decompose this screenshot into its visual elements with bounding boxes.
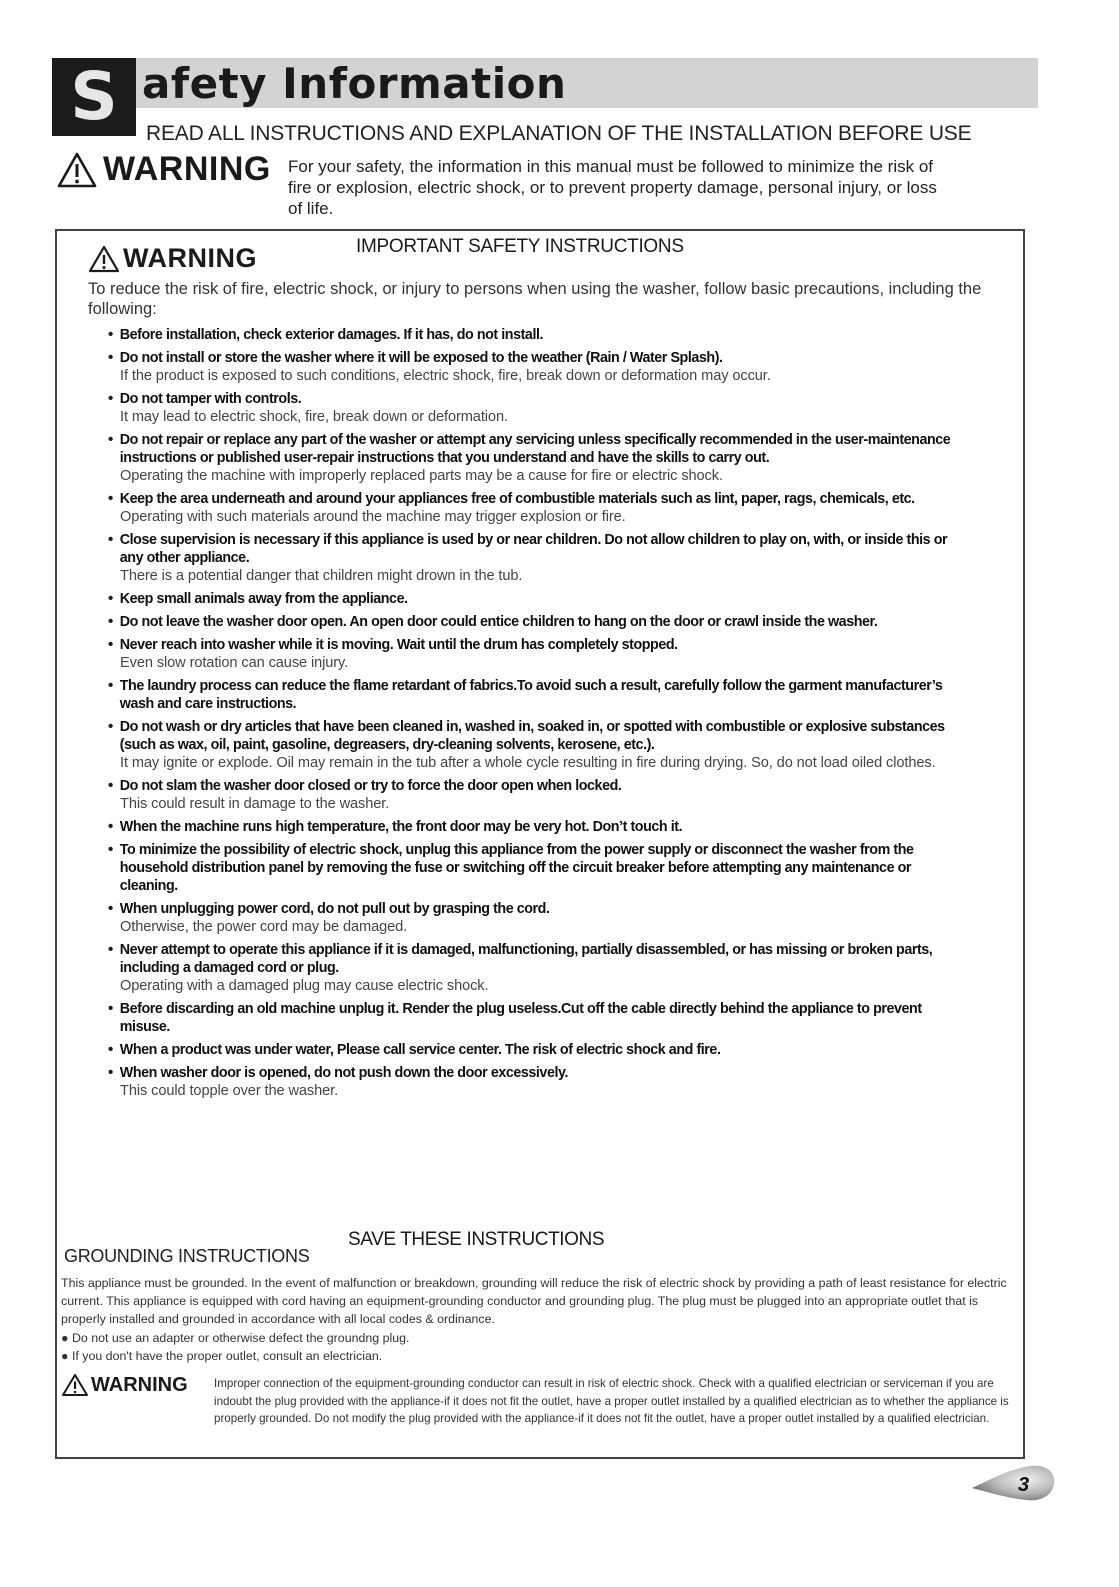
safety-item [108,390,988,426]
grounding-bullet-text: Do not use an adapter or otherwise defect the groundng plug. [71,1330,410,1345]
safety-item-heading: When a product was under water, Please call service center. The risk of electric shock and fire. [119,1042,721,1058]
safety-item [108,590,988,608]
bullet-dot: • [108,777,114,794]
bullet-dot: • [108,390,114,407]
safety-item-heading: Close supervision is necessary if this appliance is used by or near children. Do not allow children to play on, with, or inside this or any other appliance. [119,532,948,566]
safety-item [108,490,988,526]
bullet-dot: • [108,613,114,630]
bullet-dot: • [108,677,114,694]
safety-item-heading: Keep the area underneath and around your appliances free of combustible materials such as lint, paper, rags, chemicals, etc. [119,491,915,507]
safety-item [108,431,988,485]
save-instructions-heading: SAVE THESE INSTRUCTIONS [348,1229,605,1250]
safety-item-heading: Do not leave the washer door open. An open door could entice children to hang on the door or crawl inside the washer. [119,614,878,630]
safety-item [108,349,988,385]
safety-item-heading: Keep small animals away from the appliance. [119,591,408,607]
grounding-warning-text: Improper connection of the equipment-grounding conductor can result in risk of electric shock. Check with a qualified electrician or serviceman if you are indoubt the plug provided with the appliance-if it does not fit the outlet, have a proper outlet installed by a qualified electrician as to whether the appliance is properly grounded. Do not modify the plug provided with the appliance-if it does not fit the outlet, have a proper outlet installed by a qualified electrician. [214,1377,1009,1425]
safety-item [108,718,988,772]
safety-item-heading: To minimize the possibility of electric shock, unplug this appliance from the power supply or disconnect the washer from the household distribution panel by removing the fuse or switching off the circuit breaker before attempting any maintenance or cleaning. [119,842,914,894]
intro-text: To reduce the risk of fire, electric shock, or injury to persons when using the washer, follow basic precautions, including the following: [88,280,982,318]
bullet-dot: • [108,531,114,548]
safety-item-detail: If the product is exposed to such conditions, electric shock, fire, break down or deformation may occur. [120,368,771,384]
read-all-notice: READ ALL INSTRUCTIONS AND EXPLANATION OF THE INSTALLATION BEFORE USE [146,122,972,145]
safety-item-detail: This could topple over the washer. [120,1083,339,1099]
grounding-warning-label [61,1373,188,1397]
bullet-dot: • [108,818,114,835]
safety-item-heading: Do not repair or replace any part of the washer or attempt any servicing unless specifically recommended in the user-maintenance instructions or published user-repair instructions that you understand and have the skills to carry out. [119,432,951,466]
safety-item [108,531,988,585]
grounding-bullet-text: If you don't have the proper outlet, consult an electrician. [71,1348,383,1363]
safety-item-detail: This could result in damage to the washer. [120,796,390,812]
bullet-dot: • [108,841,114,858]
safety-item-heading: When washer door is opened, do not push down the door excessively. [119,1065,568,1081]
safety-item-heading: The laundry process can reduce the flame retardant of fabrics.To avoid such a result, carefully follow the garment manufacturer’s wash and care instructions. [119,678,943,712]
title-initial-box: S [52,58,136,136]
bullet-dot: • [108,326,114,343]
safety-item-detail: Operating with a damaged plug may cause electric shock. [120,978,489,994]
warning-word: WARNING [103,150,271,188]
safety-item-heading: When the machine runs high temperature, the front door may be very hot. Don’t touch it. [119,819,683,835]
safety-item-heading: Do not install or store the washer where it will be exposed to the weather (Rain / Water Splash). [119,350,723,366]
safety-item-heading: Before discarding an old machine unplug it. Render the plug useless.Cut off the cable directly behind the appliance to prevent misuse. [119,1001,922,1035]
grounding-title: GROUNDING INSTRUCTIONS [64,1246,310,1266]
safety-item-detail: Even slow rotation can cause injury. [120,655,349,671]
top-warning-text: For your safety, the information in this manual must be followed to minimize the risk of fire or explosion, electric shock, or to prevent property damage, personal injury, or loss of life. [288,157,937,218]
safety-item-detail: There is a potential danger that children might drown in the tub. [120,568,523,584]
safety-item-heading: Before installation, check exterior damages. If it has, do not install. [119,327,544,343]
bullet-dot: • [108,636,114,653]
safety-item [108,1000,988,1036]
warning-word: WARNING [123,243,257,273]
safety-item [108,326,988,344]
safety-item-detail: Operating the machine with improperly replaced parts may be a cause for fire or electric shock. [120,468,723,484]
safety-item [108,613,988,631]
safety-item-heading: Do not tamper with controls. [119,391,302,407]
bullet-dot: • [108,1041,114,1058]
bullet-dot: • [108,718,114,735]
warning-triangle-icon [61,1373,89,1397]
grounding-paragraph: This appliance must be grounded. In the event of malfunction or breakdown, grounding will reduce the risk of electric shock by providing a path of least resistance for electric current. This appliance is equipped with cord having an equipment-grounding conductor and grounding plug. The plug must be plugged into an appropriate outlet that is properly installed and grounded in accordance with all local codes & ordinance. [61,1276,1007,1327]
safety-item [108,900,988,936]
safety-item-detail: Operating with such materials around the machine may trigger explosion or fire. [120,509,626,525]
safety-list [108,326,988,1105]
safety-item [108,1041,988,1059]
bullet-dot: • [108,490,114,507]
safety-item-heading: Do not wash or dry articles that have been cleaned in, washed in, soaked in, or spotted with combustible or explosive substances (such as wax, oil, paint, gasoline, degreasers, dry-cleaning solvents, kerosene, etc.). [119,719,945,753]
bullet-dot: • [108,1000,114,1017]
bullet-dot: • [108,590,114,607]
safety-item-heading: When unplugging power cord, do not pull out by grasping the cord. [119,901,550,917]
top-warning-label [57,150,271,189]
bullet-dot: • [108,349,114,366]
warning-triangle-icon [57,152,97,188]
safety-item [108,941,988,995]
safety-item [108,818,988,836]
safety-item-heading: Do not slam the washer door closed or try to force the door open when locked. [119,778,622,794]
safety-item [108,841,988,895]
bullet-dot: • [108,941,114,958]
grounding-bullet: ● If you don't have the proper outlet, consult an electrician. [61,1348,383,1363]
safety-item-detail: It may lead to electric shock, fire, break down or deformation. [120,409,508,425]
box-warning-label [88,243,257,274]
safety-item-heading: Never attempt to operate this appliance if it is damaged, malfunctioning, partially disassembled, or has missing or broken parts, including a damaged cord or plug. [119,942,933,976]
grounding-bullet: ● Do not use an adapter or otherwise defect the groundng plug. [61,1330,410,1345]
bullet-dot: • [108,1064,114,1081]
safety-item-detail: It may ignite or explode. Oil may remain in the tub after a whole cycle resulting in fire during drying. So, do not load oiled clothes. [120,755,936,771]
grounding-text-block [61,1274,1021,1365]
safety-item [108,777,988,813]
page-number-badge [970,1462,1056,1504]
page-number: 3 [1018,1474,1030,1496]
page-title: afety Information [142,59,567,108]
safety-item-detail: Otherwise, the power cord may be damaged. [120,919,408,935]
safety-item [108,636,988,672]
warning-triangle-icon [88,245,120,273]
bullet-dot: • [108,900,114,917]
safety-item [108,1064,988,1100]
warning-word: WARNING [91,1373,188,1396]
bullet-dot: • [108,431,114,448]
safety-item [108,677,988,713]
important-safety-heading: IMPORTANT SAFETY INSTRUCTIONS [356,236,684,257]
safety-item-heading: Never reach into washer while it is moving. Wait until the drum has completely stopped. [119,637,678,653]
